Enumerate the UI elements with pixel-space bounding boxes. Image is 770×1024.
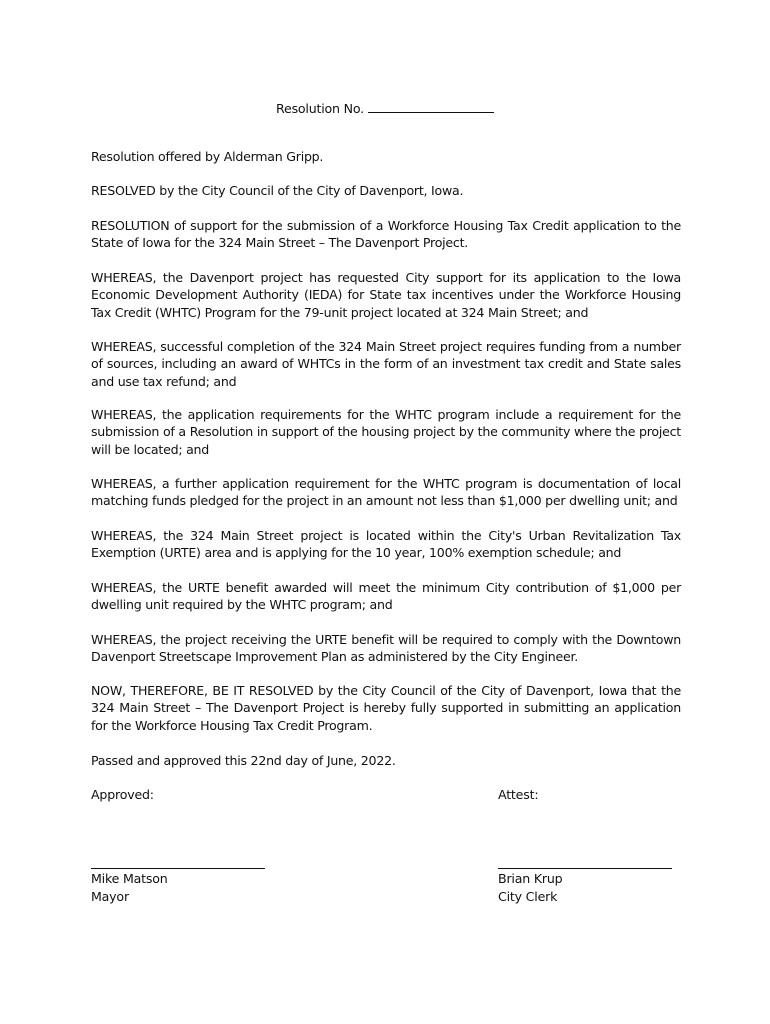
resolution-number-blank-line	[368, 100, 494, 113]
whereas-paragraph-4: WHEREAS, a further application requirement for the WHTC program is documentation of local matching funds pledged for the project in an amount not less than $1,000 per dwelling unit; and	[91, 476, 681, 509]
whereas-paragraph-1: WHEREAS, the Davenport project has requested City support for its application to the Iowa Economic Development Authority (IEDA) for State tax incentives under the Workforce Housing Tax Credit (WHTC) Program for the 79-unit project located at 324 Main Street; and	[91, 270, 681, 320]
clerk-name: Brian Krup	[498, 871, 563, 886]
mayor-title: Mayor	[91, 889, 129, 904]
offered-by-paragraph: Resolution offered by Alderman Gripp.	[91, 149, 324, 164]
whereas-paragraph-2: WHEREAS, successful completion of the 324 Main Street project requires funding from a number of sources, including an award of WHTCs in the form of an investment tax credit and State sales and use tax refund; and	[91, 339, 681, 389]
whereas-paragraph-6: WHEREAS, the URTE benefit awarded will meet the minimum City contribution of $1,000 per dwelling unit required by the WHTC program; and	[91, 580, 681, 613]
whereas-paragraph-3: WHEREAS, the application requirements for the WHTC program include a requirement for the submission of a Resolution in support of the housing project by the community where the project will be located; and	[91, 407, 681, 457]
clerk-title: City Clerk	[498, 889, 558, 904]
resolved-paragraph: RESOLVED by the City Council of the City of Davenport, Iowa.	[91, 183, 464, 198]
resolution-number-label: Resolution No.	[276, 101, 364, 116]
now-therefore-paragraph: NOW, THEREFORE, BE IT RESOLVED by the City Council of the City of Davenport, Iowa that the 324 Main Street – The Davenport Project is hereby fully supported in submitting an application for the Workforce Housing Tax Credit Program.	[91, 683, 681, 733]
approved-label: Approved:	[91, 787, 154, 802]
mayor-signature-line	[91, 868, 265, 869]
resolution-number-heading	[0, 100, 770, 117]
clerk-signature-line	[498, 868, 672, 869]
resolution-purpose-paragraph: RESOLUTION of support for the submission of a Workforce Housing Tax Credit application to the State of Iowa for the 324 Main Street – The Davenport Project.	[91, 218, 681, 251]
attest-label: Attest:	[498, 787, 539, 802]
mayor-name: Mike Matson	[91, 871, 168, 886]
passed-approved-paragraph: Passed and approved this 22nd day of June, 2022.	[91, 753, 396, 768]
whereas-paragraph-5: WHEREAS, the 324 Main Street project is located within the City's Urban Revitalization Tax Exemption (URTE) area and is applying for the 10 year, 100% exemption schedule; and	[91, 528, 681, 561]
whereas-paragraph-7: WHEREAS, the project receiving the URTE benefit will be required to comply with the Downtown Davenport Streetscape Improvement Plan as administered by the City Engineer.	[91, 632, 681, 665]
